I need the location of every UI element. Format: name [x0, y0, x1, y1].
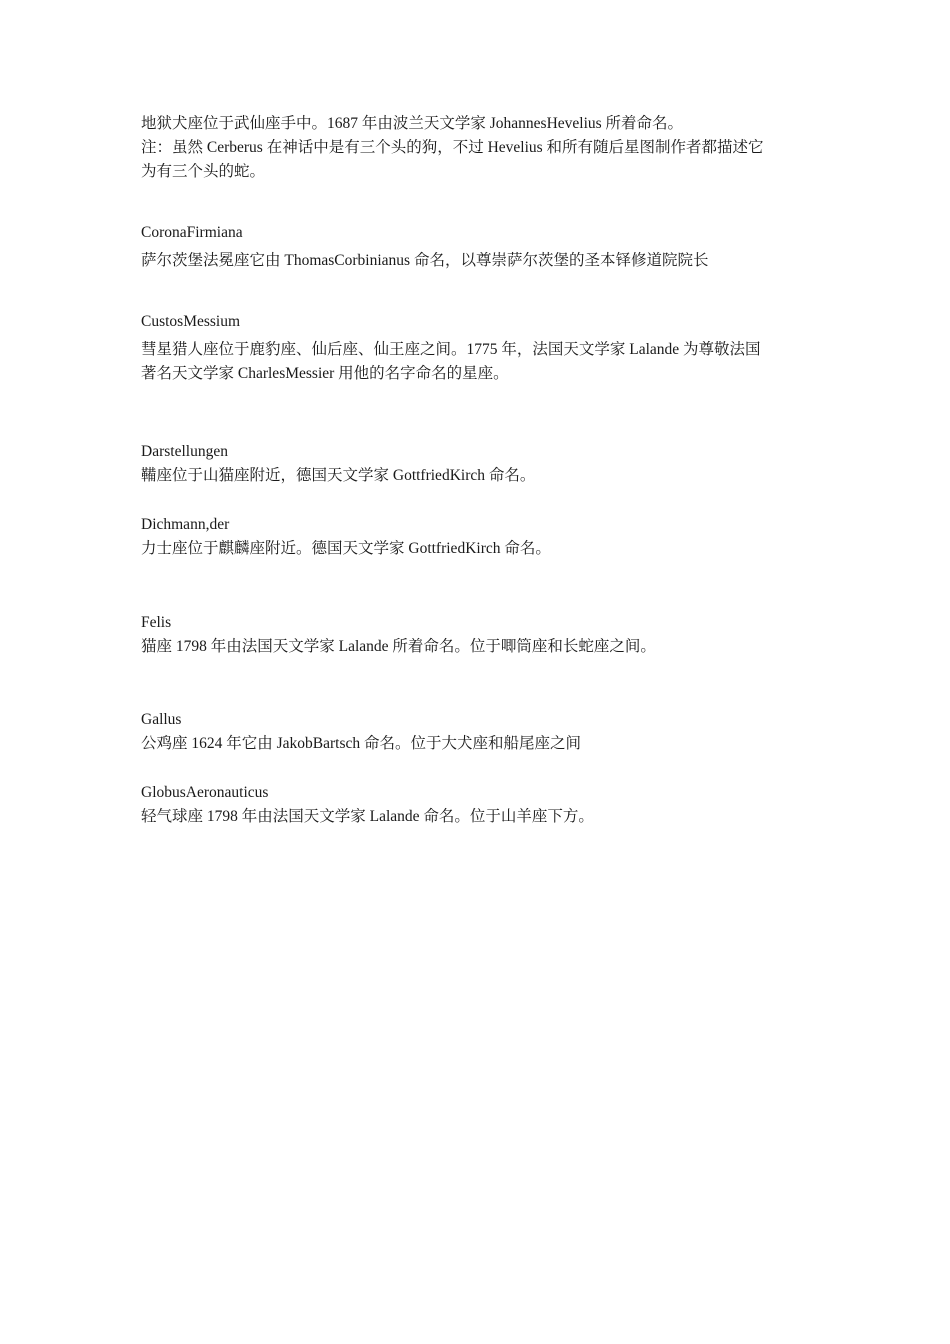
entry-darstellungen [141, 440, 821, 488]
intro-line: 注：虽然 Cerberus 在神话中是有三个头的狗，不过 Hevelius 和所有随后星图制作者都描述它 [141, 139, 764, 156]
entry-text: 力士座位于麒麟座附近。德国天文学家 GottfriedKirch 命名。 [141, 540, 551, 557]
entry-text: 鞴座位于山猫座附近，德国天文学家 GottfriedKirch 命名。 [141, 467, 536, 484]
entry-dichmann [141, 513, 821, 561]
entry-title: Darstellungen [141, 443, 228, 460]
entry-text: 公鸡座 1624 年它由 JakobBartsch 命名。位于大犬座和船尾座之间 [141, 735, 582, 752]
entry-title: CoronaFirmiana [141, 224, 243, 241]
entry-title: CustosMessium [141, 313, 241, 330]
intro-line: 为有三个头的蛇。 [141, 163, 266, 180]
entry-corona-firmiana [141, 221, 821, 273]
entry-text: 彗星猎人座位于鹿豹座、仙后座、仙王座之间。1775 年，法国天文学家 Lalande 为尊敬法国 [141, 341, 761, 358]
intro-line: 地狱犬座位于武仙座手中。1687 年由波兰天文学家 JohannesHevelius 所着命名。 [141, 115, 684, 132]
entry-title: GlobusAeronauticus [141, 784, 269, 801]
entry-title: Dichmann,der [141, 516, 230, 533]
entry-title: Felis [141, 614, 172, 631]
entry-text: 著名天文学家 CharlesMessier 用他的名字命名的星座。 [141, 365, 509, 382]
entry-title: Gallus [141, 711, 182, 728]
entry-custos-messium [141, 310, 821, 386]
entry-felis [141, 611, 821, 659]
entry-text: 猫座 1798 年由法国天文学家 Lalande 所着命名。位于唧筒座和长蛇座之间。 [141, 638, 656, 655]
entry-text: 轻气球座 1798 年由法国天文学家 Lalande 命名。位于山羊座下方。 [141, 808, 594, 825]
entry-gallus [141, 708, 821, 756]
entry-globus-aeronauticus [141, 781, 821, 829]
intro-paragraph [141, 112, 821, 184]
entry-text: 萨尔茨堡法冕座它由 ThomasCorbinianus 命名，以尊崇萨尔茨堡的圣本铎修道院院长 [141, 252, 709, 269]
document-body [141, 112, 821, 829]
